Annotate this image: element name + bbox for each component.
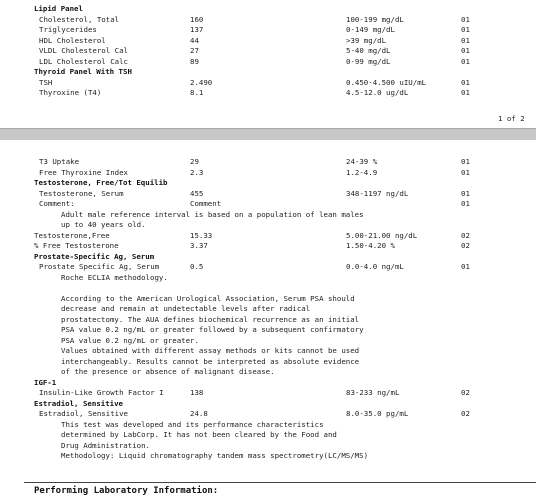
page-number: 1 of 2 <box>498 114 525 123</box>
test-name: Cholesterol, Total <box>39 14 120 24</box>
result-row <box>0 78 536 88</box>
lab-code: 01 <box>461 88 470 97</box>
note-line <box>0 336 536 346</box>
result-row <box>0 36 536 46</box>
lab-code: 01 <box>461 14 470 24</box>
lab-code: 01 <box>461 35 470 45</box>
footer-rule <box>24 482 536 483</box>
reference-range: 100-199 mg/dL <box>346 14 404 24</box>
comment-text: PSA value 0.2 ng/mL or greater. <box>61 335 199 345</box>
reference-range: 0-149 mg/dL <box>346 25 395 34</box>
lab-code: 01 <box>461 157 470 166</box>
test-name: % Free Testosterone <box>34 241 119 250</box>
section-title: Thyroid Panel With TSH <box>34 67 132 76</box>
test-value: 15.33 <box>190 230 213 240</box>
result-row <box>0 231 536 241</box>
test-name: TSH <box>39 77 53 87</box>
note-line <box>0 420 536 430</box>
test-name: T3 Uptake <box>39 157 80 166</box>
note-line <box>0 451 536 461</box>
reference-range: 1.50-4.20 % <box>346 241 395 250</box>
section-title: Prostate-Specific Ag, Serum <box>34 251 155 261</box>
result-row <box>0 15 536 25</box>
test-value: 137 <box>190 25 204 34</box>
test-name: Free Thyroxine Index <box>39 167 128 177</box>
lab-code: 02 <box>461 409 470 418</box>
note-line <box>0 273 536 283</box>
reference-range: 5-40 mg/dL <box>346 46 391 55</box>
comment-text: determined by LabCorp. It has not been cleared by the Food and <box>61 430 337 439</box>
comment-text: Methodology: Liquid chromatography tandem mass spectrometry(LC/MS/MS) <box>61 451 369 460</box>
result-row <box>0 189 536 199</box>
note-line <box>0 346 536 356</box>
note-line <box>0 441 536 451</box>
test-value: 0.5 <box>190 262 204 271</box>
reference-range: >39 mg/dL <box>346 35 387 45</box>
lab-code: 01 <box>461 167 470 177</box>
test-value: 24.8 <box>190 409 208 418</box>
note-line <box>0 367 536 377</box>
result-row <box>0 25 536 35</box>
reference-range: 4.5-12.0 ug/dL <box>346 88 409 97</box>
lab-code: 02 <box>461 230 470 240</box>
section-header-line <box>0 4 536 14</box>
result-row <box>0 157 536 167</box>
comment-text: According to the American Urological Association, Serum PSA should <box>61 293 355 303</box>
result-row <box>0 46 536 56</box>
test-name: Comment: <box>39 199 75 208</box>
reference-range: 83-233 ng/mL <box>346 388 400 397</box>
section-header-line <box>0 399 536 409</box>
reference-range: 348-1197 ng/dL <box>346 188 409 198</box>
reference-range: 0.0-4.0 ng/mL <box>346 262 404 271</box>
test-value: 2.490 <box>190 77 213 87</box>
test-value: 29 <box>190 157 199 166</box>
test-name: Insulin-Like Growth Factor I <box>39 388 164 397</box>
result-row <box>0 283 536 293</box>
lab-code: 01 <box>461 199 470 208</box>
section-header-line <box>0 178 536 188</box>
section-title: Lipid Panel <box>34 4 83 13</box>
result-row <box>0 409 536 419</box>
result-row <box>0 57 536 67</box>
test-name: Triglycerides <box>39 25 97 34</box>
note-line <box>0 430 536 440</box>
lab-code: 01 <box>461 56 470 66</box>
note-line <box>0 325 536 335</box>
lab-code: 01 <box>461 188 470 198</box>
comment-text: This test was developed and its performance characteristics <box>61 419 324 429</box>
section-title: Testosterone, Free/Tot Equilib <box>34 178 168 187</box>
test-name: Testosterone, Serum <box>39 188 124 198</box>
section-title: IGF-1 <box>34 377 57 387</box>
lab-code: 02 <box>461 388 470 397</box>
comment-text: Values obtained with different assay methods or kits cannot be used <box>61 346 360 355</box>
test-name: Testosterone,Free <box>34 230 110 240</box>
result-row <box>0 88 536 98</box>
test-name: Thyroxine (T4) <box>39 88 102 97</box>
lab-code: 01 <box>461 25 470 34</box>
reference-range: 24-39 % <box>346 157 378 166</box>
comment-text: PSA value 0.2 ng/mL or greater followed by a subsequent confirmatory <box>61 325 364 334</box>
lab-code: 01 <box>461 46 470 55</box>
section-header-line <box>0 378 536 388</box>
note-line <box>0 220 536 230</box>
test-name: HDL Cholesterol <box>39 35 106 45</box>
result-row <box>0 168 536 178</box>
reference-range: 5.00-21.00 ng/dL <box>346 230 418 240</box>
section-title: Estradiol, Sensitive <box>34 398 123 408</box>
test-value: 455 <box>190 188 204 198</box>
result-row <box>0 262 536 272</box>
result-row <box>0 241 536 251</box>
lab-code: 01 <box>461 262 470 271</box>
reference-range: 0.450-4.500 uIU/mL <box>346 77 427 87</box>
result-row <box>0 199 536 209</box>
report-page-2 <box>0 140 536 500</box>
comment-text: up to 40 years old. <box>61 220 146 229</box>
note-line <box>0 304 536 314</box>
test-value: 89 <box>190 56 199 66</box>
note-line <box>0 357 536 367</box>
lab-code: 01 <box>461 77 470 87</box>
section-header-line <box>0 67 536 77</box>
test-value: Comment <box>190 199 222 208</box>
test-name: Prostate Specific Ag, Serum <box>39 262 160 271</box>
report-page-1 <box>0 0 536 128</box>
test-value: 2.3 <box>190 167 204 177</box>
test-value: 44 <box>190 35 199 45</box>
test-value: 138 <box>190 388 204 397</box>
reference-range: 1.2-4.9 <box>346 167 378 177</box>
test-name: Estradiol, Sensitive <box>39 409 128 418</box>
section-header-line <box>0 252 536 262</box>
test-name: VLDL Cholesterol Cal <box>39 46 128 55</box>
note-line <box>0 210 536 220</box>
test-value: 160 <box>190 14 204 24</box>
comment-text: decrease and remain at undetectable levels after radical <box>61 304 311 313</box>
result-row <box>0 388 536 398</box>
comment-text: prostatectomy. The AUA defines biochemical recurrence as an initial <box>61 314 360 324</box>
test-value: 8.1 <box>190 88 204 97</box>
note-line <box>0 315 536 325</box>
note-line <box>0 294 536 304</box>
comment-text: interchangeably. Results cannot be interpreted as absolute evidence <box>61 356 360 366</box>
comment-text: Adult male reference interval is based on a population of lean males <box>61 209 364 219</box>
comment-text: of the presence or absence of malignant disease. <box>61 367 275 376</box>
reference-range: 8.0-35.0 pg/mL <box>346 409 409 418</box>
lab-code: 02 <box>461 241 470 250</box>
comment-text: Drug Administration. <box>61 440 150 450</box>
test-value: 27 <box>190 46 199 55</box>
test-value: 3.37 <box>190 241 208 250</box>
comment-text: Roche ECLIA methodology. <box>61 272 168 282</box>
reference-range: 0-99 mg/dL <box>346 56 391 66</box>
performing-lab-title: Performing Laboratory Information: <box>34 486 219 496</box>
test-name: LDL Cholesterol Calc <box>39 56 128 66</box>
